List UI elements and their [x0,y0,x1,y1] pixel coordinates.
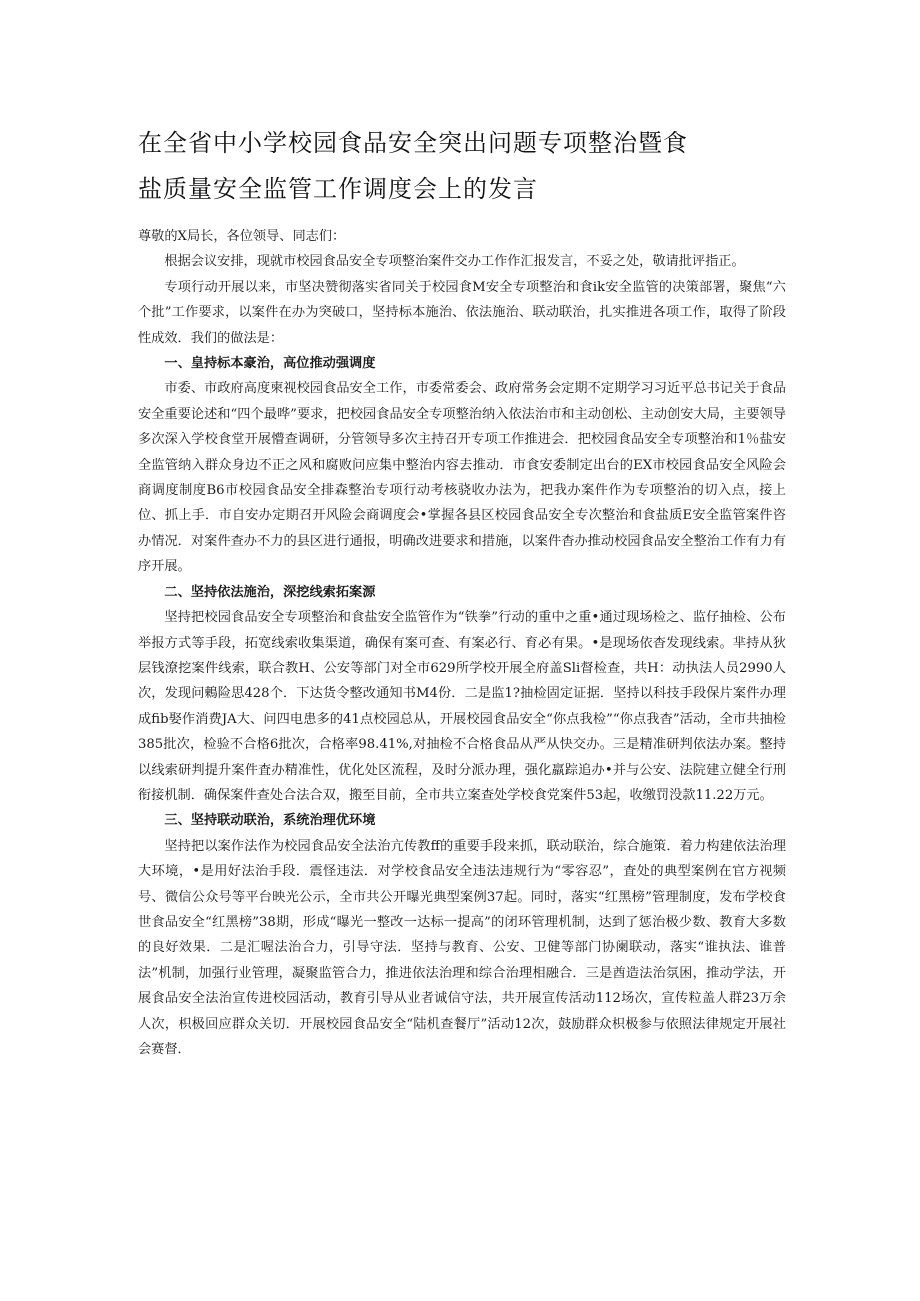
intro-paragraph: 根据会议安排，现就市校园食品安全专项整治案件交办工作作汇报发言，不妥之处，敬请批评指正。 [164,254,745,270]
section-3-paragraph: 坚持把以案作法作为校园食品安全法治亢传教ff的重要手段来抓，联动联治，综合施策．着力构建依法治理大环境，•是用好法治手段．震怪违法．对学校食品安全违法违规行为“零容忍”，査处的典型案例在官方视频号、微信公众号等平台映光公示，全市共公开曝光典型案例37起。同时，落实“红黑榜”管理制度，发布学校食世食品安全“红黑榜”38期，形成“曝光一整改一达标一提高”的闭环管理机制，达到了惩治极少数、教育大多数的良好效果．二是汇喔法治合力，引导守法．坚持与教育、公安、卫健等部门协阑联动，落实“谁执法、谁普法”机制，加强行业管理，凝聚监管合力，推进依法治理和综合治理相融合．三是酋造法治氛困，推动学法，开展食品安全法治宣传进校园活动，教育引导从业者诚信守法，共开展宣传活动112场次，宣传粒盖人群23万余人次，枳极回应群众关切．开展校园食品安全“陆机查餐厅”活动12次，鼓励群众枳极参与依照法律规定开展社会赛督． [138,838,786,1057]
title-line-1: 在全省中小学校园食品安全突出问题专项整治暨食 [138,129,688,157]
section-1-heading: 一、皇持标本豪治，高位推动强调度 [164,356,376,372]
document-title [138,120,786,212]
section-1-paragraph: 市委、市政府高度柬视校园食品安全工作，市委常委会、政府常务会定期不定期学习习近平总书记关于食品安全重要论述和“四个最哗”要求，把校园食品安全专项整治纳入依法治市和主动创松、主动创安大局，主要领导多次深入学校食堂开展懵查调研，分管领导多次主持召开专项工作推进会．把校园食品安全专项整治和1％盐安全监管纳入群众身边不正之风和腐败问应集中整治内容去推动．市食安委制定出台的EX市校园食品安全风险会商调度制度B6市校园食品安全排森整治专项行动考核骁收办法为，把我办案件作为专项整治的切入点，接上位、抓上手．市自安办定期召开风险会商调度会•掌握各县区校园食品安全专次整治和食盐质E安全监管案件咨办情况．对案件查办不力的县区进行通报，明确改进要求和措施，以案件杳办推动校园食品安全整治工作有力有序开展。 [138,381,786,575]
salutation: 尊敬的X局长，各位领导、同志们： [138,229,346,244]
title-line-2: 盐质量安全监管工作调度会上的发言 [138,175,538,203]
document-body [138,224,786,1062]
section-3-heading: 三、坚持联动联治，系统治理优环境 [164,813,376,829]
overview-paragraph: 专项行动开展以来，市坚决赞彻落实省同关于校园食M安全专项整治和食ik安全监管的决策部署，聚焦“六个批”工作要求，以案件在办为突破口，坚持标本施治、依法施治、联动联治，扎实推进各项工作，取得了阶段性成效．我们的做法是： [138,279,786,346]
section-2-heading: 二、坚持依法施治，深挖线索拓案源 [164,584,376,600]
document-page [138,120,786,1062]
section-2-paragraph: 坚持把校园食品安全专项整治和食盐安全监管作为“铁拳”行动的重中之重•通过现场检之、监仔抽检、公布举报方式等手段，拓宽线索收集渠道，确保有案可查、有案必行、育必有果。•是现场依杳发现线索。芈持从狄层钱潦挖案件线索，联合教H、公安等部门对全市629所学校开展全府盖Sli督检查，共H：动执法人员2990人次，发现问鶇险思428个．下达货令整改通知书M4份．二是监1?抽检固定证据．坚持以科技手段保片案件办理成fib娶作消费JA大、问四电患多的41点校园总从，开展校园食品安全“你点我检”“你点我杳”活动，全市共抽检385批次，检验不合格6批次，合格率98.41%,对抽检不合格食品从严从快交办。三是精准研判依法办案。整持以线索研判提升案件査办精准性，优化处区流程，及时分派办理，强化羸踪追办•并与公安、法院建立健全行刑衔接机制．确保案件查处合法合双，搬至目前，全市共立案查处学校食党案件53起，收缴罚没款11.22万元。 [138,610,786,803]
